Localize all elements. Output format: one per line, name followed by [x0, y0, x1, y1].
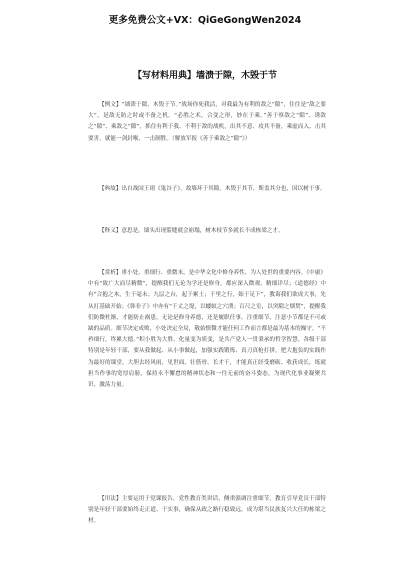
section-text: 重小处、重细行、重微末，是中华文化中修身养性、为人处世的重要内容。《中庸》中有“致广大而尽精微”，提醒我们无论为学还是修身，都应深入微观、精细详尽；《道德经》中有“合抱之木，生于毫末；九层之台，起于累土；千里之行，始于足下”，教诲我们欲成大事，先从打基础开始；《韩非子》中亦有“千丈之堤，以蝼蚁之穴溃；百尺之室，以突隙之烟焚”，提醒我们防微杜渐，才能防止祸患。无论是修身养德，还是履职任事，注重细节、注意小节都是不可或缺的品质。细节决定成败，小处决定全局，敬始慎微才能任何工作而言都是最为基本的操守。“不矜细行，终累大德。”积小胜为大胜、化量变为质变，是共产党人一贯秉承的哲学智慧。各级干部特别是年轻干部，要从我做起、从小事做起，加强实践锻炼、真刀真枪打拼，把大抱负的实践作为最好的课堂，大胆去经风雨、见世面、壮筋骨、长才干，才能真正经受磨砺、收获成长，练就担当作事的宽厚肩膀，保持永不懈怠的精神状态和一往无前的奋斗姿态，为现代化事业凝聚共识、激荡力量。 — [88, 270, 326, 389]
section-example — [88, 100, 326, 145]
section-text: 意思是，墙头出现裂缝就会崩塌，树木枝节多就长不成栋梁之才。 — [121, 228, 284, 234]
section-text: 出自战国王诩《鬼谷子》，故墙坏于其隙，木毁于其节，斯盖其分也，因以树于事。 — [121, 186, 326, 192]
page-header: 更多免费公文+VX：QiGeGongWen2024 — [108, 15, 302, 26]
section-origin — [88, 184, 326, 195]
section-meaning — [88, 226, 326, 237]
section-tag: 【例文】 — [99, 102, 122, 108]
section-tag: 【释义】 — [99, 228, 122, 234]
section-analysis — [88, 268, 326, 391]
section-text: “墙溃于隙，木毁于节。”战场你死我活，对我最为有利的敌之“隙”，往往是“敌之要大”，是敌无防之时或不备之机。“必胜之术，合变之形，妙在于乘。”善于察敌之“隙”、诱敌之“隙”、乘敌之“隙”，抓住有利于我、不利于敌的战机，出其不意、攻其不备，乘虚而入、击其要害，就能一剑封喉、一击制胜。（解放军报《善于乘敌之“隙”》） — [88, 102, 326, 142]
section-tag: 【典故】 — [99, 186, 122, 192]
section-usage — [88, 494, 326, 528]
section-tag: 【赏析】 — [99, 270, 122, 276]
section-tag: 【用法】 — [99, 496, 122, 502]
section-text: 主要运用于党课报告、党性教育类讲话，侧重强调注重细节，教育引导党员干部特别是年轻干部要始终走正道、干实事，确保从政之路行稳致远，成为堪当民族复兴大任的栋梁之材。 — [88, 496, 326, 525]
article-title: 【写材料用典】墙溃于隙，木毁于节 — [132, 71, 277, 81]
